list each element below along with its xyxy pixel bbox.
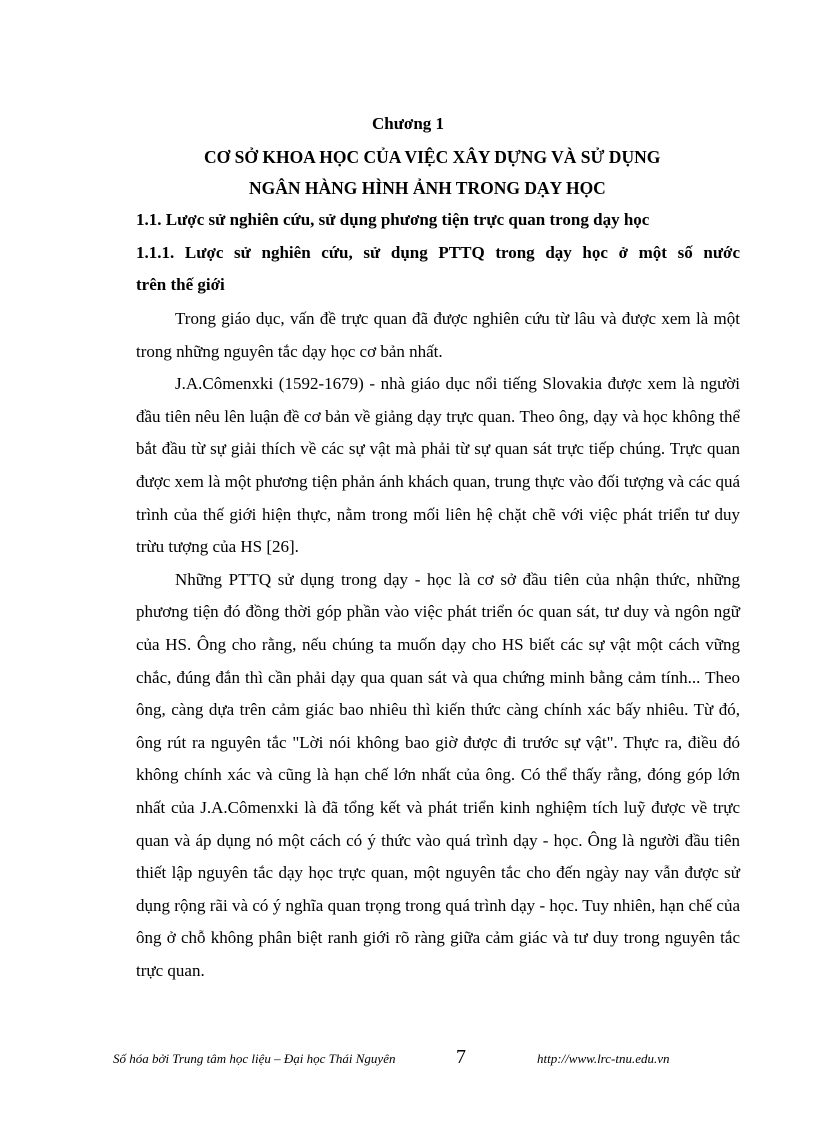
body-text bbox=[136, 303, 740, 987]
section-heading-1-1-1-line-2: trên thế giới bbox=[136, 275, 225, 294]
chapter-title-line-2: NGÂN HÀNG HÌNH ẢNH TRONG DẠY HỌC bbox=[249, 178, 606, 198]
paragraph: J.A.Cômenxki (1592-1679) - nhà giáo dục nổi tiếng Slovakia được xem là người đầu tiên nêu lên luận đề cơ bản về giảng dạy trực quan. Theo ông, dạy và học không thể bắt đầu từ sự giải thích về các sự vật mà phải từ sự quan sát trực tiếp chúng. Trực quan được xem là một phương tiện phản ánh khách quan, trung thực vào đối tượng và các quá trình của thế giới hiện thực, nằm trong mối liên hệ chặt chẽ với việc phát triển tư duy trừu tượng của HS [26]. bbox=[136, 374, 740, 557]
chapter-title-line-1: CƠ SỞ KHOA HỌC CỦA VIỆC XÂY DỰNG VÀ SỬ DỤNG bbox=[204, 147, 661, 167]
footer-url: http://www.lrc-tnu.edu.vn bbox=[537, 1051, 670, 1066]
chapter-label: Chương 1 bbox=[371, 114, 445, 133]
page-footer bbox=[0, 1046, 816, 1073]
section-heading-1-1-1-line-1: 1.1.1. Lược sử nghiên cứu, sử dụng PTTQ trong dạy học ở một số nước bbox=[136, 243, 740, 262]
footer-source: Số hóa bởi Trung tâm học liệu – Đại học Thái Nguyên bbox=[113, 1051, 396, 1066]
section-heading-1-1: 1.1. Lược sử nghiên cứu, sử dụng phương tiện trực quan trong dạy học bbox=[136, 210, 650, 229]
paragraph: Trong giáo dục, vấn đề trực quan đã được nghiên cứu từ lâu và được xem là một trong những nguyên tắc dạy học cơ bản nhất. bbox=[136, 309, 740, 361]
page-number: 7 bbox=[456, 1046, 466, 1068]
paragraph: Những PTTQ sử dụng trong dạy - học là cơ sở đầu tiên của nhận thức, những phương tiện đó đồng thời góp phần vào việc phát triển óc quan sát, tư duy và ngôn ngữ của HS. Ông cho rằng, nếu chúng ta muốn dạy cho HS biết các sự vật một cách vững chắc, đúng đắn thì cần phải dạy qua quan sát và qua chứng minh bằng cảm tính... Theo ông, càng dựa trên cảm giác bao nhiêu thì kiến thức càng chính xác bấy nhiêu. Từ đó, ông rút ra nguyên tắc "Lời nói không bao giờ được đi trước sự vật". Thực ra, điều đó không chính xác và cũng là hạn chế lớn nhất của ông. Có thể thấy rằng, đóng góp lớn nhất của J.A.Cômenxki là đã tổng kết và phát triển kinh nghiệm tích luỹ được về trực quan và áp dụng nó một cách có ý thức vào quá trình dạy - học. Ông là người đầu tiên thiết lập nguyên tắc dạy học trực quan, một nguyên tắc cho đến ngày nay vẫn được sử dụng rộng rãi và có ý nghĩa quan trọng trong quá trình dạy - học. Tuy nhiên, hạn chế của ông ở chỗ không phân biệt ranh giới rõ ràng giữa cảm giác và tư duy trong nguyên tắc trực quan. bbox=[136, 569, 740, 980]
